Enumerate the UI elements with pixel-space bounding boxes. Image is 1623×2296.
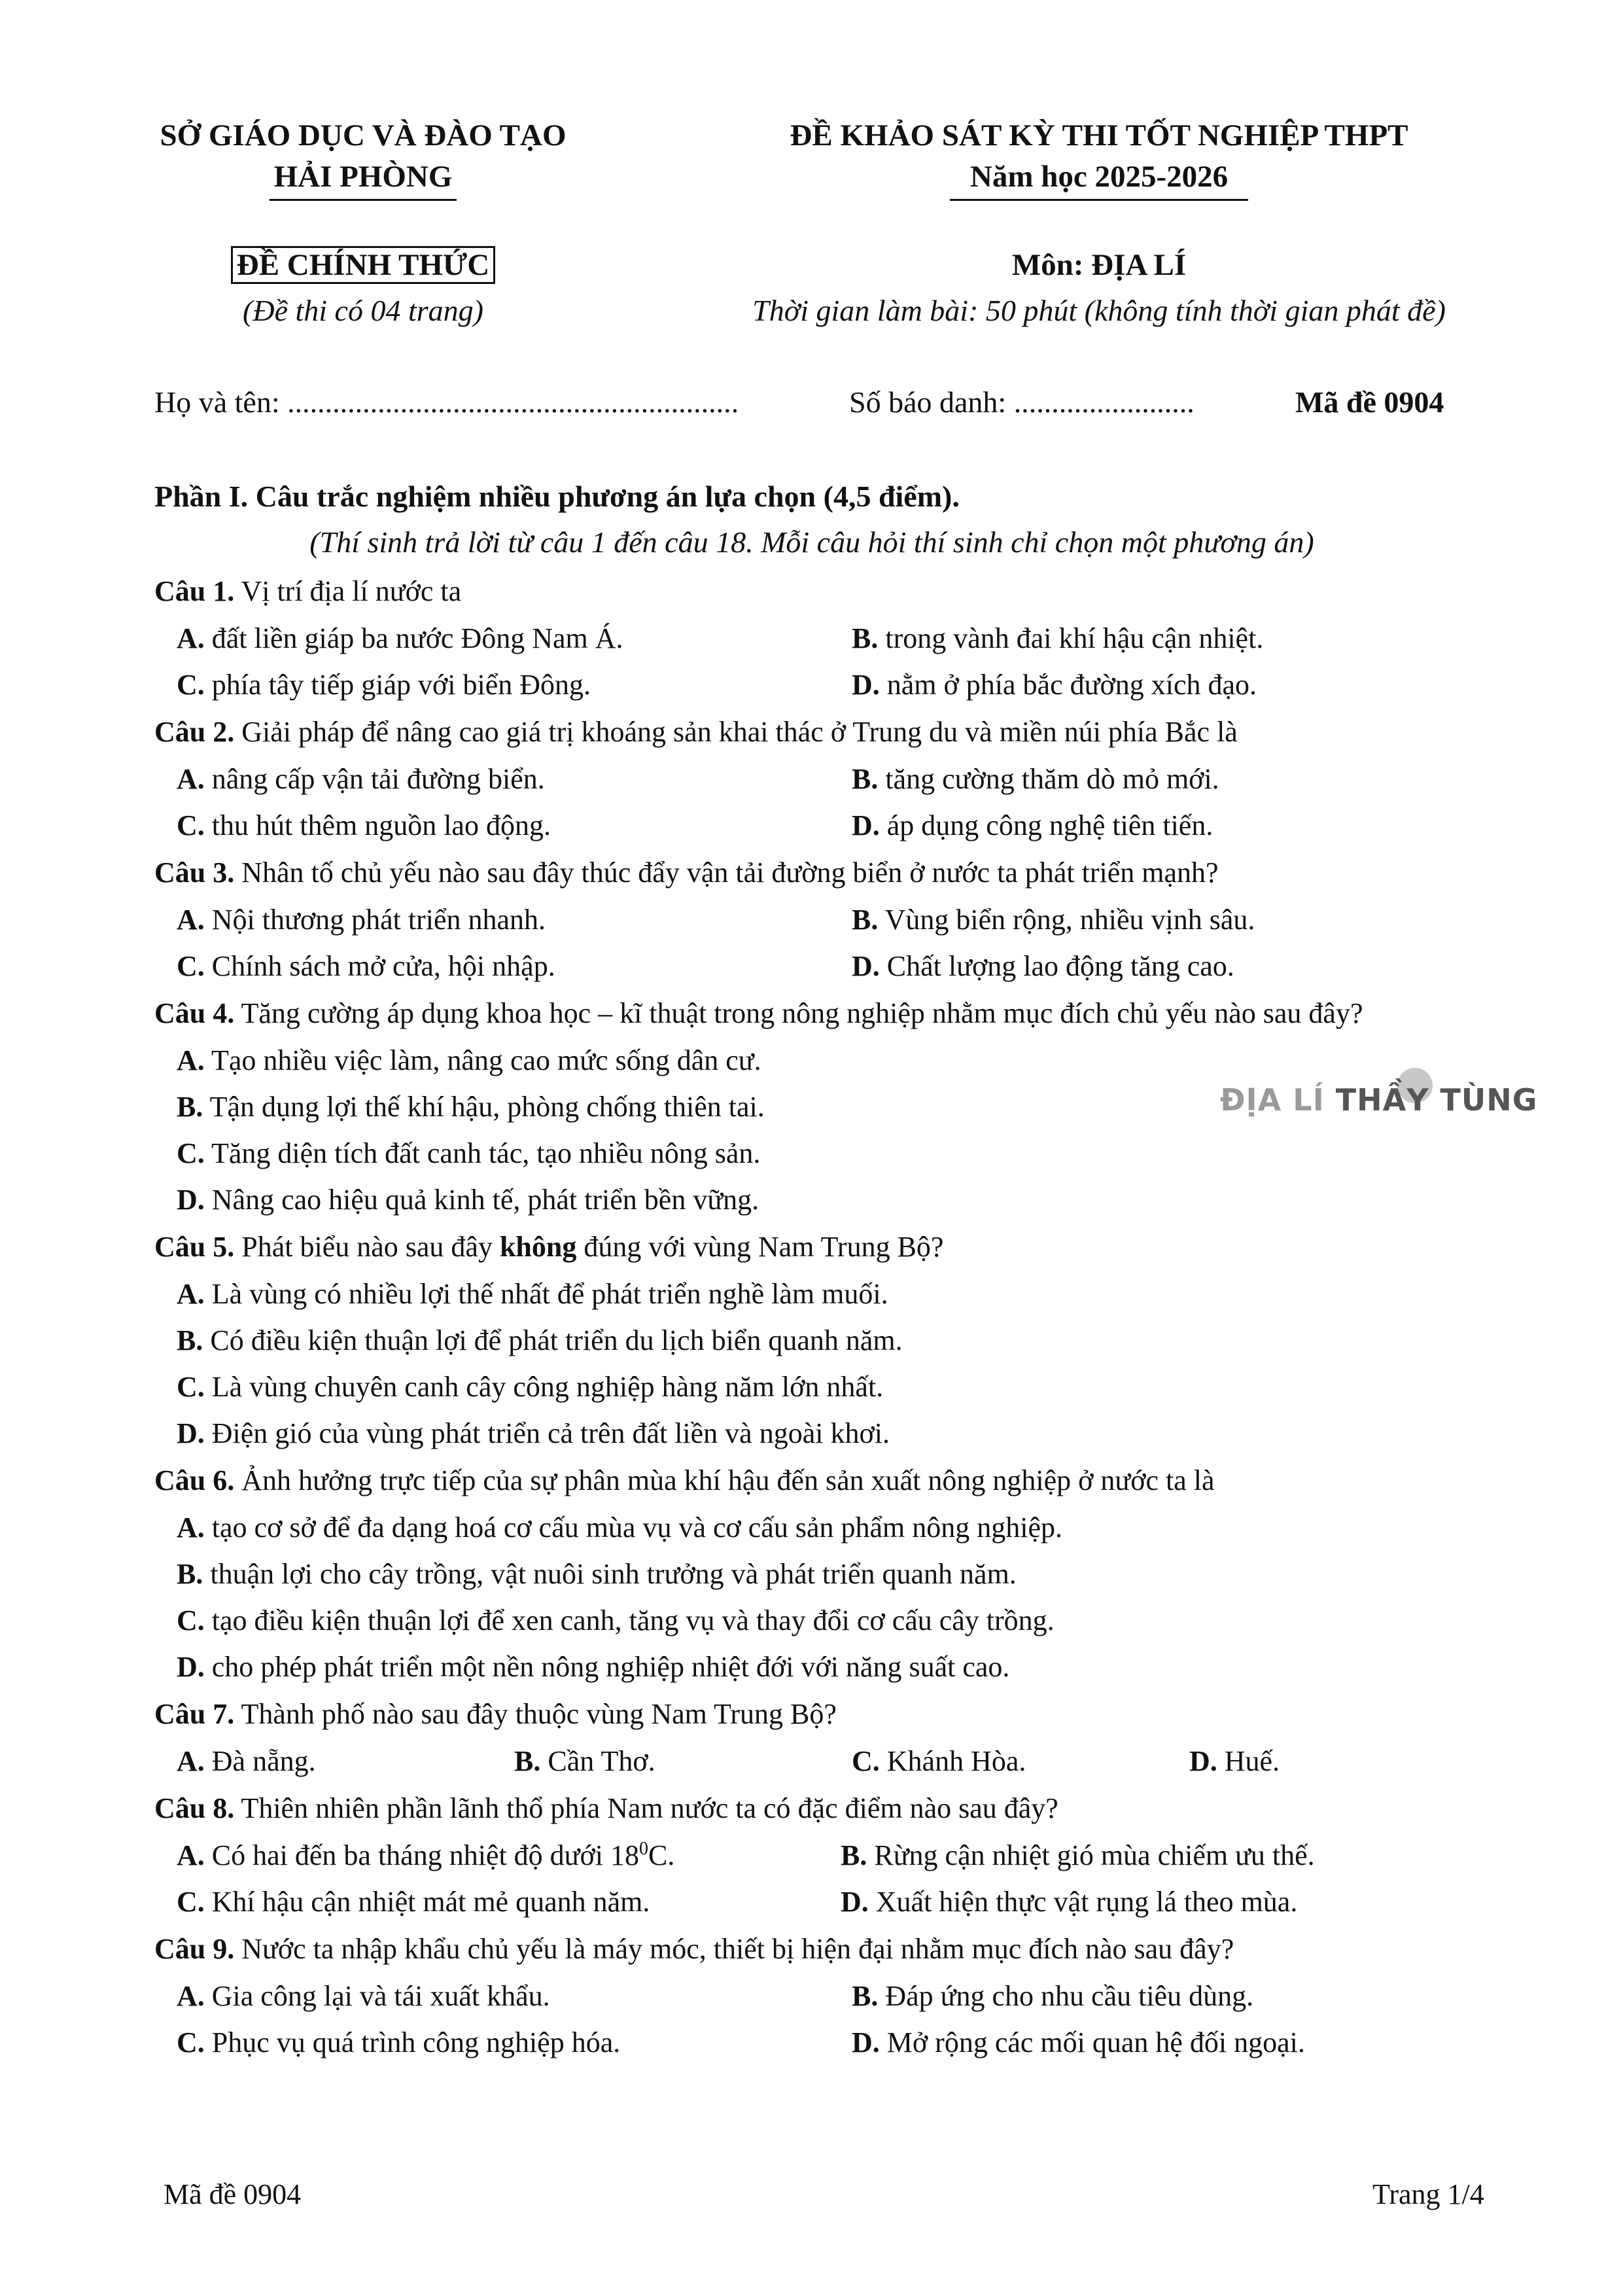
option-1c[interactable]: C. phía tây tiếp giáp với biển Đông. (177, 669, 591, 701)
option-7d[interactable]: D. Huế. (1189, 1745, 1280, 1777)
option-7c[interactable]: C. Khánh Hòa. (852, 1745, 1026, 1777)
option-4d[interactable]: D. Nâng cao hiệu quả kinh tế, phát triển bền vững. (177, 1184, 759, 1216)
option-3d[interactable]: D. Chất lượng lao động tăng cao. (852, 950, 1234, 982)
watermark-logo: ĐỊA LÍ THẦY TÙNG (1220, 1082, 1538, 1118)
exam-code: Mã đề 0904 (1295, 385, 1444, 419)
department-name: SỞ GIÁO DỤC VÀ ĐÀO TẠO (160, 118, 567, 152)
option-4a[interactable]: A. Tạo nhiều việc làm, nâng cao mức sống dân cư. (177, 1044, 761, 1076)
question-9: Câu 9. Nước ta nhập khẩu chủ yếu là máy móc, thiết bị hiện đại nhằm mục đích nào sau đây? (154, 1933, 1234, 1965)
footer-exam-code: Mã đề 0904 (164, 2178, 302, 2210)
option-6d[interactable]: D. cho phép phát triển một nền nông nghiệp nhiệt đới với năng suất cao. (177, 1651, 1010, 1683)
question-3: Câu 3. Nhân tố chủ yếu nào sau đây thúc đẩy vận tải đường biển ở nước ta phát triển mạnh? (154, 857, 1219, 889)
option-5b[interactable]: B. Có điều kiện thuận lợi để phát triển du lịch biển quanh năm. (177, 1324, 903, 1356)
option-2c[interactable]: C. thu hút thêm nguồn lao động. (177, 809, 551, 841)
option-7b[interactable]: B. Cần Thơ. (514, 1745, 655, 1777)
year-underline (950, 199, 1248, 201)
option-6c[interactable]: C. tạo điều kiện thuận lợi để xen canh, tăng vụ và thay đổi cơ cấu cây trồng. (177, 1604, 1055, 1636)
question-2: Câu 2. Giải pháp để nâng cao giá trị khoáng sản khai thác ở Trung du và miền núi phía Bắc là (154, 716, 1238, 748)
option-1a[interactable]: A. đất liền giáp ba nước Đông Nam Á. (177, 622, 623, 654)
question-6: Câu 6. Ảnh hưởng trực tiếp của sự phân mùa khí hậu đến sản xuất nông nghiệp ở nước ta là (154, 1464, 1215, 1496)
department-city: HẢI PHÒNG (273, 160, 453, 194)
option-4c[interactable]: C. Tăng diện tích đất canh tác, tạo nhiều nông sản. (177, 1137, 761, 1169)
page-number: Trang 1/4 (1372, 2178, 1484, 2210)
question-number: Câu 1. (154, 575, 235, 607)
section-note: (Thí sinh trả lời từ câu 1 đến câu 18. Mỗi câu hỏi thí sinh chỉ chọn một phương án) (309, 525, 1314, 559)
section-title: Phần I. Câu trắc nghiệm nhiều phương án lựa chọn (4,5 điểm). (154, 480, 960, 513)
option-9a[interactable]: A. Gia công lại và tái xuất khẩu. (177, 1980, 550, 2012)
subject: Môn: ĐỊA LÍ (1011, 248, 1187, 282)
city-underline (270, 199, 457, 201)
question-5: Câu 5. Phát biểu nào sau đây không đúng với vùng Nam Trung Bộ? (154, 1231, 944, 1263)
question-8: Câu 8. Thiên nhiên phần lãnh thổ phía Nam nước ta có đặc điểm nào sau đây? (154, 1792, 1058, 1824)
option-5c[interactable]: C. Là vùng chuyên canh cây công nghiệp hàng năm lớn nhất. (177, 1371, 884, 1403)
option-8b[interactable]: B. Rừng cận nhiệt gió mùa chiếm ưu thế. (841, 1839, 1315, 1871)
pages-note: (Đề thi có 04 trang) (243, 294, 483, 327)
option-2a[interactable]: A. nâng cấp vận tải đường biển. (177, 763, 545, 795)
option-2d[interactable]: D. áp dụng công nghệ tiên tiến. (852, 809, 1213, 841)
option-5d[interactable]: D. Điện gió của vùng phát triển cả trên đất liền và ngoài khơi. (177, 1417, 890, 1449)
option-3c[interactable]: C. Chính sách mở cửa, hội nhập. (177, 950, 555, 982)
option-9b[interactable]: B. Đáp ứng cho nhu cầu tiêu dùng. (852, 1980, 1254, 2012)
candidate-name-field: Họ và tên: ............................................................ (154, 385, 739, 419)
school-year: Năm học 2025-2026 (969, 160, 1229, 194)
candidate-id-field: Số báo danh: ........................ (849, 385, 1195, 419)
option-4b[interactable]: B. Tận dụng lợi thế khí hậu, phòng chống thiên tai. (177, 1091, 765, 1123)
option-5a[interactable]: A. Là vùng có nhiều lợi thế nhất để phát triển nghề làm muối. (177, 1278, 888, 1310)
question-text: Vị trí địa lí nước ta (234, 575, 462, 607)
option-6a[interactable]: A. tạo cơ sở để đa dạng hoá cơ cấu mùa vụ và cơ cấu sản phẩm nông nghiệp. (177, 1511, 1062, 1544)
time-note: Thời gian làm bài: 50 phút (không tính thời gian phát đề) (752, 294, 1446, 327)
option-9d[interactable]: D. Mở rộng các mối quan hệ đối ngoại. (852, 2026, 1305, 2058)
question-7: Câu 7. Thành phố nào sau đây thuộc vùng Nam Trung Bộ? (154, 1698, 837, 1730)
option-2b[interactable]: B. tăng cường thăm dò mỏ mới. (852, 763, 1219, 795)
option-8a[interactable]: A. Có hai đến ba tháng nhiệt độ dưới $18^0C$. (177, 1839, 675, 1871)
option-7a[interactable]: A. Đà nẵng. (177, 1745, 316, 1777)
option-1b[interactable]: B. trong vành đai khí hậu cận nhiệt. (852, 622, 1264, 654)
option-3a[interactable]: A. Nội thương phát triển nhanh. (177, 904, 546, 936)
option-1d[interactable]: D. nằm ở phía bắc đường xích đạo. (852, 669, 1257, 701)
option-9c[interactable]: C. Phục vụ quá trình công nghiệp hóa. (177, 2026, 621, 2058)
official-exam-badge: ĐỀ CHÍNH THỨC (231, 246, 496, 284)
option-6b[interactable]: B. thuận lợi cho cây trồng, vật nuôi sinh trưởng và phát triển quanh năm. (177, 1558, 1017, 1590)
option-8c[interactable]: C. Khí hậu cận nhiệt mát mẻ quanh năm. (177, 1886, 650, 1918)
question-4: Câu 4. Tăng cường áp dụng khoa học – kĩ thuật trong nông nghiệp nhằm mục đích chủ yếu nào sau đây? (154, 997, 1363, 1029)
option-8d[interactable]: D. Xuất hiện thực vật rụng lá theo mùa. (841, 1886, 1298, 1918)
exam-title: ĐỀ KHẢO SÁT KỲ THI TỐT NGHIỆP THPT (790, 118, 1408, 152)
option-3b[interactable]: B. Vùng biển rộng, nhiều vịnh sâu. (852, 904, 1255, 936)
question-1 (154, 574, 461, 608)
